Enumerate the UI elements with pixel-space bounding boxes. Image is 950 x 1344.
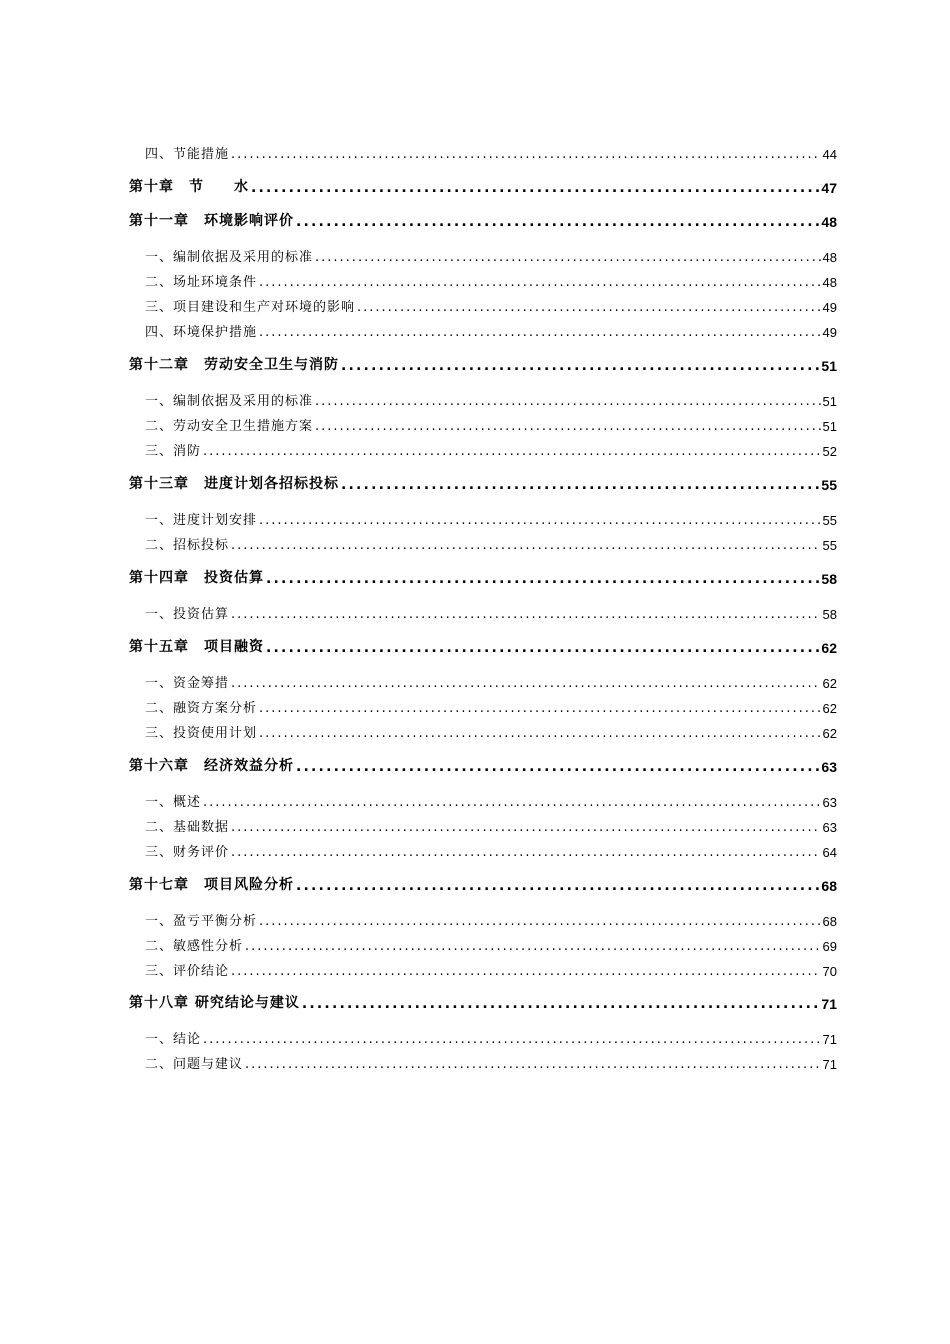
toc-page-number: 69 [822, 939, 837, 954]
toc-section-row[interactable] [145, 696, 837, 716]
toc-page-number: 55 [821, 477, 837, 493]
toc-section-row[interactable] [145, 671, 837, 691]
dot-leader [231, 147, 821, 162]
toc-entry-label: 二、场址环境条件 [145, 275, 258, 290]
toc-section-row[interactable] [145, 934, 837, 954]
toc-section-row[interactable] [145, 439, 837, 459]
toc-section-row[interactable] [145, 959, 837, 979]
toc-section-row[interactable] [145, 721, 837, 741]
dot-leader [296, 214, 819, 230]
dot-leader [341, 477, 819, 493]
toc-page-number: 71 [822, 1032, 837, 1047]
dot-leader [259, 914, 821, 929]
dot-leader [245, 939, 821, 954]
dot-leader [259, 726, 821, 741]
toc-page-number: 63 [821, 759, 837, 775]
toc-page-number: 71 [822, 1057, 837, 1072]
toc-entry-label: 二、敏感性分析 [145, 939, 244, 954]
toc-page-number: 58 [821, 571, 837, 587]
dot-leader [231, 607, 821, 622]
toc-entry-label: 第十五章 项目融资 [129, 639, 264, 655]
dot-leader [203, 444, 821, 459]
toc-page-number: 48 [822, 250, 837, 265]
toc-entry-label: 二、融资方案分析 [145, 701, 258, 716]
toc-entry-label: 第十三章 进度计划各招标投标 [129, 476, 339, 492]
dot-leader [231, 820, 821, 835]
toc-entry-label: 一、结论 [145, 1032, 202, 1047]
toc-section-row[interactable] [145, 414, 837, 434]
toc-page-number: 70 [822, 964, 837, 979]
toc-section-row[interactable] [145, 1052, 837, 1072]
toc-page-number: 55 [822, 538, 837, 553]
toc-page-number: 48 [822, 275, 837, 290]
dot-leader [259, 513, 821, 528]
toc-entry-label: 四、节能措施 [145, 147, 230, 162]
toc-entry-label: 三、财务评价 [145, 845, 230, 860]
toc-page-number: 64 [822, 845, 837, 860]
toc-page-number: 47 [821, 180, 837, 196]
toc-section-row[interactable] [145, 840, 837, 860]
toc-section-row[interactable] [145, 790, 837, 810]
toc-section-row[interactable] [145, 389, 837, 409]
dot-leader [266, 640, 819, 656]
toc-chapter-row[interactable] [129, 354, 837, 374]
dot-leader [259, 275, 821, 290]
toc-entry-label: 二、劳动安全卫生措施方案 [145, 419, 314, 434]
toc-chapter-row[interactable] [129, 992, 837, 1012]
toc-page-number: 44 [822, 147, 837, 162]
toc-page-number: 68 [822, 914, 837, 929]
toc-page-number: 58 [822, 607, 837, 622]
toc-entry-label: 第十二章 劳动安全卫生与消防 [129, 357, 339, 373]
dot-leader [231, 845, 821, 860]
toc-entry-label: 第十六章 经济效益分析 [129, 758, 294, 774]
dot-leader [296, 759, 819, 775]
toc-page-number: 55 [822, 513, 837, 528]
toc-entry-label: 二、招标投标 [145, 538, 230, 553]
toc-chapter-row[interactable] [129, 636, 837, 656]
dot-leader [266, 571, 819, 587]
toc-entry-label: 一、概述 [145, 795, 202, 810]
toc-section-row[interactable] [145, 320, 837, 340]
dot-leader [357, 300, 821, 315]
toc-entry-label: 一、编制依据及采用的标准 [145, 394, 314, 409]
toc-page-number: 62 [822, 676, 837, 691]
dot-leader [341, 358, 819, 374]
toc-entry-label: 一、资金筹措 [145, 676, 230, 691]
dot-leader [315, 250, 821, 265]
toc-section-row[interactable] [145, 909, 837, 929]
toc-entry-label: 二、基础数据 [145, 820, 230, 835]
dot-leader [203, 795, 821, 810]
toc-chapter-row[interactable] [129, 473, 837, 493]
dot-leader [302, 996, 820, 1012]
dot-leader [259, 701, 821, 716]
toc-page-number: 48 [821, 214, 837, 230]
dot-leader [245, 1057, 821, 1072]
toc-entry-label: 三、项目建设和生产对环境的影响 [145, 300, 356, 315]
toc-page-number: 62 [822, 726, 837, 741]
toc-chapter-row[interactable] [129, 755, 837, 775]
toc-chapter-row[interactable] [129, 210, 837, 230]
toc-page-number: 62 [821, 640, 837, 656]
dot-leader [251, 180, 819, 196]
toc-entry-label: 四、环境保护措施 [145, 325, 258, 340]
toc-entry-label: 三、投资使用计划 [145, 726, 258, 741]
dot-leader [203, 1032, 821, 1047]
dot-leader [231, 538, 821, 553]
toc-entry-label: 一、进度计划安排 [145, 513, 258, 528]
toc-entry-label: 三、消防 [145, 444, 202, 459]
dot-leader [231, 676, 821, 691]
toc-page-number: 63 [822, 795, 837, 810]
toc-entry-label: 第十一章 环境影响评价 [129, 213, 294, 229]
toc-entry-label: 一、投资估算 [145, 607, 230, 622]
toc-section-row[interactable] [145, 295, 837, 315]
toc-page-number: 63 [822, 820, 837, 835]
toc-section-row[interactable] [145, 815, 837, 835]
dot-leader [259, 325, 821, 340]
toc-page-number: 52 [822, 444, 837, 459]
toc-entry-label: 第十八章 研究结论与建议 [129, 995, 300, 1011]
dot-leader [315, 419, 821, 434]
toc-section-row[interactable] [145, 1027, 837, 1047]
toc-page-number: 62 [822, 701, 837, 716]
toc-page-number: 51 [822, 419, 837, 434]
toc-entry-label: 二、问题与建议 [145, 1057, 244, 1072]
toc-section-row[interactable] [145, 270, 837, 290]
toc-entry-label: 第十七章 项目风险分析 [129, 877, 294, 893]
toc-entry-label: 三、评价结论 [145, 964, 230, 979]
toc-chapter-row[interactable] [129, 567, 837, 587]
toc-entry-label: 第十四章 投资估算 [129, 570, 264, 586]
toc-section-row[interactable] [145, 142, 837, 162]
dot-leader [296, 878, 819, 894]
toc-section-row[interactable] [145, 602, 837, 622]
toc-page-number: 49 [822, 325, 837, 340]
toc-chapter-row[interactable] [129, 874, 837, 894]
toc-page-number: 51 [821, 358, 837, 374]
toc-entry-label: 一、盈亏平衡分析 [145, 914, 258, 929]
toc-entry-label: 第十章 节 水 [129, 179, 249, 195]
toc-section-row[interactable] [145, 533, 837, 553]
toc-page-number: 68 [821, 878, 837, 894]
dot-leader [231, 964, 821, 979]
toc-page-number: 51 [822, 394, 837, 409]
toc-entry-label: 一、编制依据及采用的标准 [145, 250, 314, 265]
toc-section-row[interactable] [145, 245, 837, 265]
toc-chapter-row[interactable] [129, 176, 837, 196]
dot-leader [315, 394, 821, 409]
toc-page-number: 49 [822, 300, 837, 315]
toc-page-number: 71 [821, 996, 837, 1012]
toc-section-row[interactable] [145, 508, 837, 528]
